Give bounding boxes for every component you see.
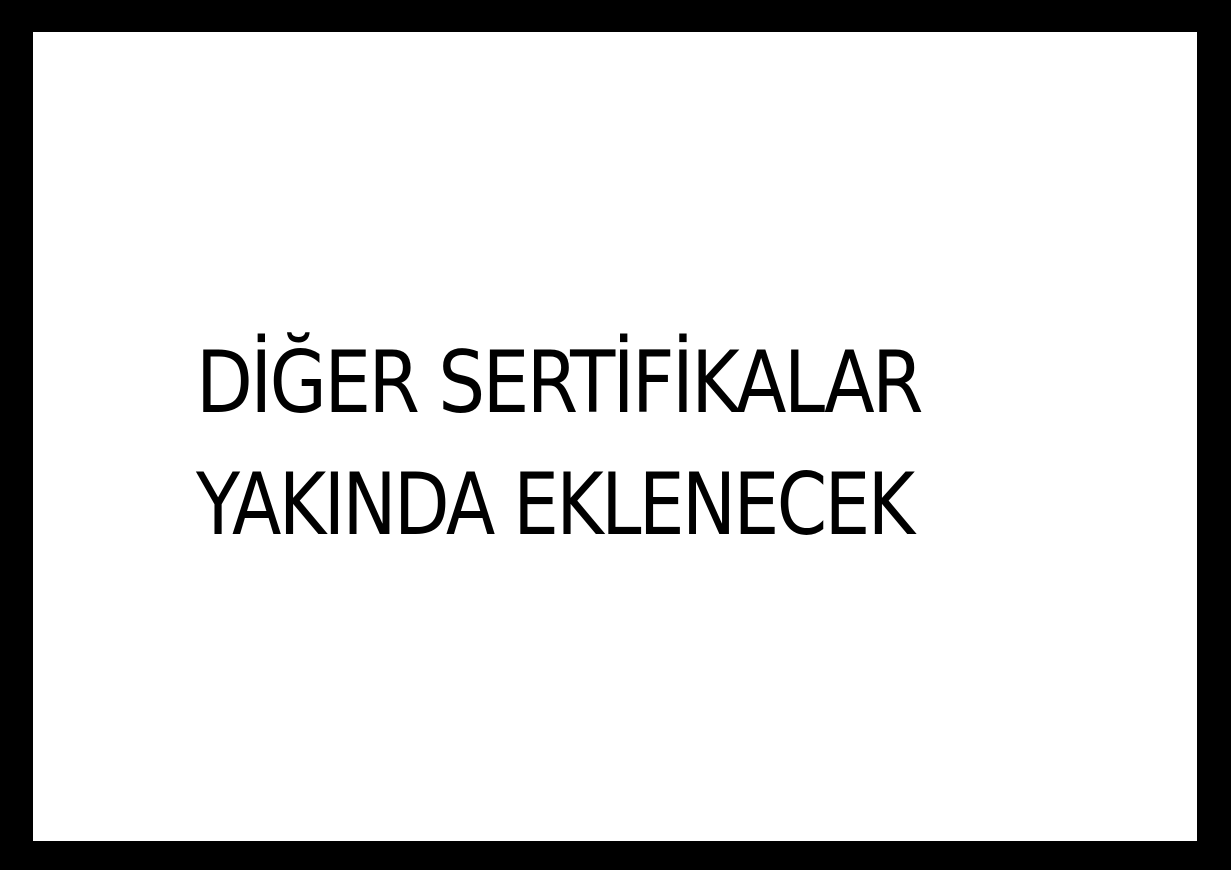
white-panel: [33, 32, 1197, 841]
notice-message: [33, 32, 1197, 841]
notice-line-1: DİĞER SERTİFİKALAR: [196, 333, 921, 433]
notice-line-2: YAKINDA EKLENECEK: [196, 455, 913, 555]
